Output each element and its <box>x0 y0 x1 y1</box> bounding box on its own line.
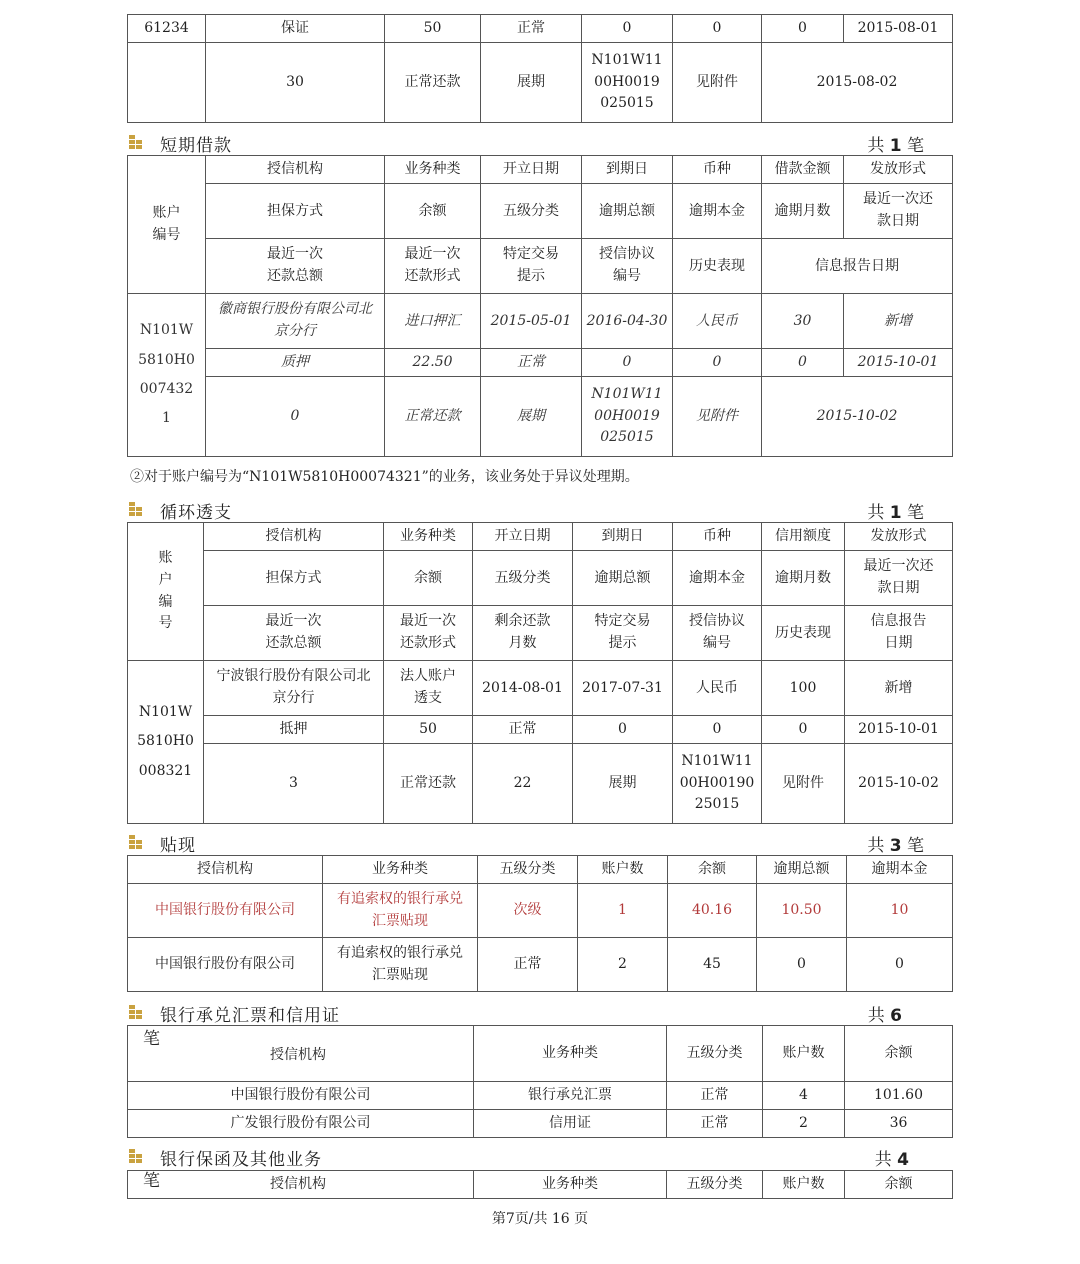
cell: 0 <box>762 15 844 43</box>
account-number-header: 账户编号 <box>128 523 204 661</box>
cell: 50 <box>384 716 473 744</box>
cell: 10 <box>847 884 953 938</box>
section-count: 共 3 笔 <box>867 836 924 856</box>
cell: 22 <box>473 744 573 824</box>
cell: 宁波银行股份有限公司北京分行 <box>204 661 384 716</box>
cell: 30 <box>206 43 385 123</box>
cell: 徽商银行股份有限公司北京分行 <box>206 294 385 349</box>
cell: N101W1100H0019025015 <box>582 377 673 457</box>
cell: 展期 <box>481 377 582 457</box>
cell: 正常 <box>481 15 582 43</box>
cell: 2015-08-01 <box>844 15 953 43</box>
header-cell: 余额 <box>384 551 473 606</box>
header-cell: 最近一次还款形式 <box>385 239 481 294</box>
header-cell: 开立日期 <box>473 523 573 551</box>
cell: 正常 <box>481 349 582 377</box>
cell: 进口押汇 <box>385 294 481 349</box>
header-cell: 授信机构 <box>206 156 385 184</box>
cell: 61234 <box>128 15 206 43</box>
header-cell: 最近一次还款日期 <box>845 551 953 606</box>
cell: 正常 <box>473 716 573 744</box>
dispute-note: ②对于账户编号为“N101W5810H00074321”的业务，该业务处于异议处理期。 <box>130 469 639 485</box>
cell: 信用证 <box>474 1110 667 1138</box>
header-cell: 借款金额 <box>762 156 844 184</box>
cell: 2015-08-02 <box>762 43 953 123</box>
header-cell: 最近一次还款日期 <box>844 184 953 239</box>
cell: 2 <box>578 938 668 992</box>
header-cell: 到期日 <box>573 523 673 551</box>
account-number: N101W5810H0008321 <box>128 661 204 824</box>
header-cell: 逾期月数 <box>762 551 845 606</box>
header-cell: 担保方式 <box>206 184 385 239</box>
cell: 正常 <box>667 1082 763 1110</box>
cell: 36 <box>845 1110 953 1138</box>
header-cell: 余额 <box>845 1171 953 1199</box>
cell: 中国银行股份有限公司 <box>128 884 323 938</box>
header-cell-label: 授信机构 <box>270 1047 326 1063</box>
cell: 新增 <box>844 294 953 349</box>
cell: N101W1100H0019025015 <box>673 744 762 824</box>
header-cell: 业务种类 <box>384 523 473 551</box>
cell: 抵押 <box>204 716 384 744</box>
cell: 展期 <box>573 744 673 824</box>
header-cell: 五级分类 <box>667 1026 763 1082</box>
header-cell: 授信机构 <box>128 1171 474 1199</box>
section-title: 贴现 <box>160 836 196 856</box>
section-count: 共 4 <box>874 1150 909 1170</box>
cell: 见附件 <box>673 43 762 123</box>
header-cell: 账户数 <box>763 1026 845 1082</box>
cell: 0 <box>757 938 847 992</box>
cell: 正常 <box>667 1110 763 1138</box>
section-title: 银行承兑汇票和信用证 <box>160 1006 340 1026</box>
cell: 0 <box>582 349 673 377</box>
cell: 2015-10-02 <box>845 744 953 824</box>
cell: 0 <box>673 716 762 744</box>
header-cell: 逾期总额 <box>582 184 673 239</box>
cell: 22.50 <box>385 349 481 377</box>
cell: 中国银行股份有限公司 <box>128 938 323 992</box>
header-cell: 余额 <box>668 856 757 884</box>
header-cell: 余额 <box>845 1026 953 1082</box>
cell: 有追索权的银行承兑汇票贴现 <box>323 938 478 992</box>
short-loan-table <box>127 155 953 457</box>
cell: 质押 <box>206 349 385 377</box>
header-cell: 特定交易提示 <box>481 239 582 294</box>
header-cell: 发放形式 <box>844 156 953 184</box>
cell: 0 <box>847 938 953 992</box>
section-header-revolving <box>127 498 952 522</box>
header-cell: 币种 <box>673 156 762 184</box>
cell: N101W1100H0019025015 <box>582 43 673 123</box>
header-cell: 担保方式 <box>204 551 384 606</box>
cell: 101.60 <box>845 1082 953 1110</box>
header-cell: 剩余还款月数 <box>473 606 573 661</box>
header-cell: 信用额度 <box>762 523 845 551</box>
page-footer: 第7页/共 16 页 <box>491 1211 589 1227</box>
cell: 2015-05-01 <box>481 294 582 349</box>
section-icon <box>129 835 143 849</box>
header-cell: 逾期月数 <box>762 184 844 239</box>
header-cell: 逾期本金 <box>673 551 762 606</box>
header-cell: 特定交易提示 <box>573 606 673 661</box>
section-count: 共 1 笔 <box>867 503 924 523</box>
section-icon <box>129 1149 143 1163</box>
header-cell: 币种 <box>673 523 762 551</box>
account-number-header: 账户编号 <box>128 156 206 294</box>
section-count: 共 6 <box>867 1006 902 1026</box>
section-title: 银行保函及其他业务 <box>160 1150 322 1170</box>
cell: 保证 <box>206 15 385 43</box>
cell: 40.16 <box>668 884 757 938</box>
cell: 银行承兑汇票 <box>474 1082 667 1110</box>
header-cell: 五级分类 <box>473 551 573 606</box>
section-title: 短期借款 <box>160 136 232 156</box>
cell: 2015-10-02 <box>762 377 953 457</box>
header-cell: 信息报告日期 <box>762 239 953 294</box>
cell: 中国银行股份有限公司 <box>128 1082 474 1110</box>
cell: 2 <box>763 1110 845 1138</box>
header-cell: 最近一次还款总额 <box>204 606 384 661</box>
cell: 展期 <box>481 43 582 123</box>
header-cell: 授信机构 <box>204 523 384 551</box>
top-continuation-table <box>127 14 953 123</box>
section-title: 循环透支 <box>160 503 232 523</box>
revolving-table <box>127 522 953 824</box>
cell: 30 <box>762 294 844 349</box>
cell: 2015-10-01 <box>845 716 953 744</box>
section-icon <box>129 135 143 149</box>
cell: 新增 <box>845 661 953 716</box>
header-cell: 历史表现 <box>762 606 845 661</box>
header-cell: 五级分类 <box>667 1171 763 1199</box>
cell: 正常还款 <box>385 377 481 457</box>
header-cell: 账户数 <box>763 1171 845 1199</box>
header-cell: 逾期本金 <box>847 856 953 884</box>
header-cell: 五级分类 <box>478 856 578 884</box>
cell: 有追索权的银行承兑汇票贴现 <box>323 884 478 938</box>
guarantee-table <box>127 1170 953 1199</box>
cell: 0 <box>673 349 762 377</box>
cell: 0 <box>762 349 844 377</box>
cell: 45 <box>668 938 757 992</box>
cell: 正常还款 <box>384 744 473 824</box>
header-cell: 信息报告日期 <box>845 606 953 661</box>
header-cell: 最近一次还款形式 <box>384 606 473 661</box>
cell: 人民币 <box>673 294 762 349</box>
section-header-acceptance <box>127 1001 952 1025</box>
cell: 0 <box>762 716 845 744</box>
cell: 法人账户透支 <box>384 661 473 716</box>
cell: 4 <box>763 1082 845 1110</box>
header-cell: 逾期总额 <box>573 551 673 606</box>
cell: 见附件 <box>762 744 845 824</box>
cell: 广发银行股份有限公司 <box>128 1110 474 1138</box>
section-header-discount <box>127 831 952 855</box>
cell: 0 <box>582 15 673 43</box>
cell: 1 <box>578 884 668 938</box>
cell: 0 <box>673 15 762 43</box>
header-cell: 业务种类 <box>385 156 481 184</box>
section-count-suffix: 笔 <box>143 1171 160 1191</box>
header-cell: 历史表现 <box>673 239 762 294</box>
header-cell: 账户数 <box>578 856 668 884</box>
section-count: 共 1 笔 <box>867 136 924 156</box>
cell: 0 <box>206 377 385 457</box>
header-cell: 五级分类 <box>481 184 582 239</box>
cell: 正常 <box>478 938 578 992</box>
cell: 2017-07-31 <box>573 661 673 716</box>
section-icon <box>129 1005 143 1019</box>
cell: 2014-08-01 <box>473 661 573 716</box>
section-header-guarantee <box>127 1145 952 1169</box>
cell: 正常还款 <box>385 43 481 123</box>
cell: 3 <box>204 744 384 824</box>
cell: 2015-10-01 <box>844 349 953 377</box>
header-cell: 开立日期 <box>481 156 582 184</box>
account-number: N101W5810H00074321 <box>128 294 206 457</box>
cell <box>128 43 206 123</box>
discount-table <box>127 855 953 992</box>
cell: 10.50 <box>757 884 847 938</box>
cell: 100 <box>762 661 845 716</box>
section-count-suffix: 笔 <box>143 1029 160 1049</box>
header-cell: 授信协议编号 <box>673 606 762 661</box>
cell: 人民币 <box>673 661 762 716</box>
header-cell: 授信机构 <box>128 856 323 884</box>
section-icon <box>129 502 143 516</box>
header-cell: 逾期本金 <box>673 184 762 239</box>
acceptance-table <box>127 1025 953 1138</box>
header-cell: 授信协议编号 <box>582 239 673 294</box>
header-cell: 业务种类 <box>474 1171 667 1199</box>
cell: 2016-04-30 <box>582 294 673 349</box>
header-cell: 业务种类 <box>323 856 478 884</box>
header-cell: 逾期总额 <box>757 856 847 884</box>
header-cell: 最近一次还款总额 <box>206 239 385 294</box>
cell: 50 <box>385 15 481 43</box>
cell: 见附件 <box>673 377 762 457</box>
header-cell: 业务种类 <box>474 1026 667 1082</box>
section-header-short-loan <box>127 131 952 155</box>
header-cell: 余额 <box>385 184 481 239</box>
cell: 0 <box>573 716 673 744</box>
cell: 次级 <box>478 884 578 938</box>
header-cell: 到期日 <box>582 156 673 184</box>
header-cell: 发放形式 <box>845 523 953 551</box>
